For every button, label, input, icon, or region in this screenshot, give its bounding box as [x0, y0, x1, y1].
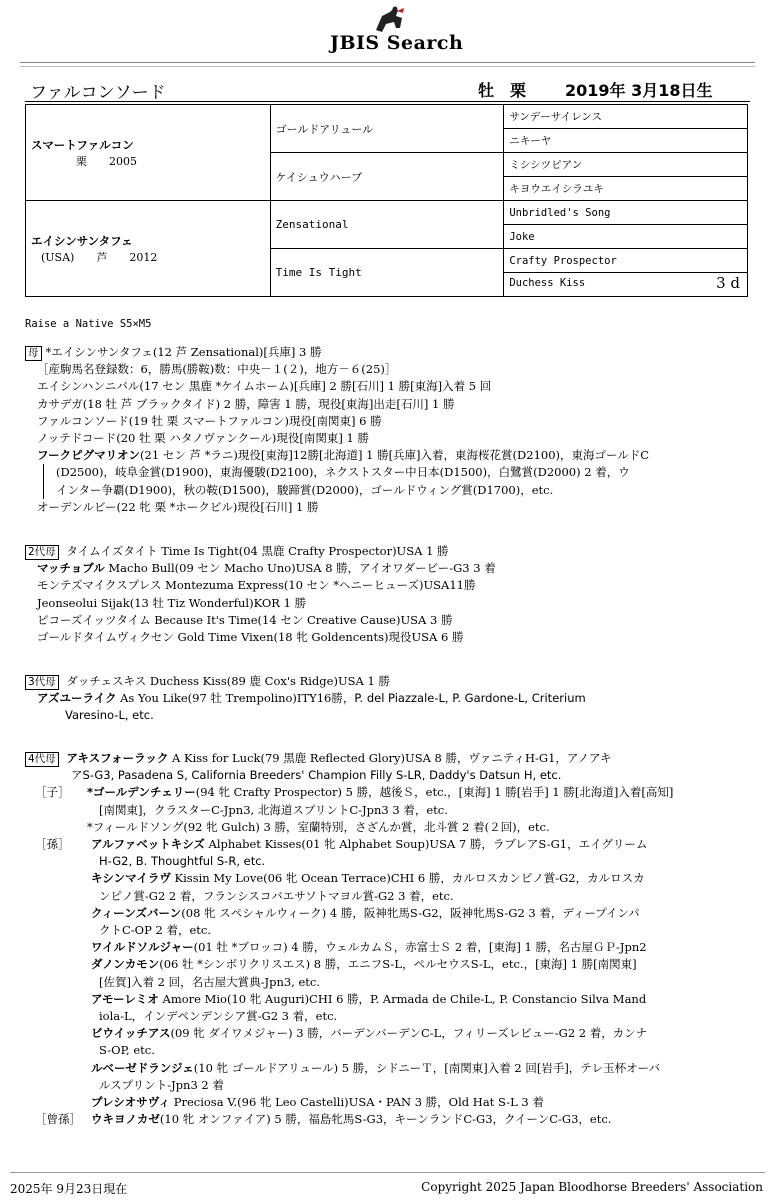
offspring-3: ファルコンソード(19 牡 栗 スマートファルコン)現役[南関東] 6 勝 [37, 413, 382, 428]
logo-text: JBIS Search [330, 32, 464, 54]
sex-color: 牡 栗 [478, 81, 527, 100]
offspring-4: ノッテドコード(20 牡 栗 ハタノヴァンクール)現役[南関東] 1 勝 [37, 431, 369, 446]
inbreeding-text: Raise a Native S5×M5 [25, 318, 152, 330]
g2-o3: Jeonseolui Sijak(13 牡 Tiz Wonderful)KOR 1 勝 [37, 595, 307, 610]
dam-dam-cell[interactable]: Time Is Tight [270, 249, 504, 297]
n9-l1: Preciosa V.(96 牝 Leo Castelli)USA・PAN 3 勝，Old Hat S-L 3 着 [170, 1095, 544, 1110]
n1-l1: Alphabet Kisses(01 牝 Alphabet Soup)USA 7 勝，ラブレアS-G1，エイグリーム [204, 837, 648, 852]
g3-o1-l2: Varesino-L, etc. [65, 708, 154, 723]
n7-name[interactable]: ビウイッチアス [91, 1026, 171, 1041]
g3-o1-name[interactable]: アズユーライク [37, 691, 117, 706]
sire-name[interactable]: スマートファルコン [31, 137, 134, 152]
second-dam-box: 2代母 [25, 545, 59, 560]
dam-sire-cell[interactable]: Zensational [270, 201, 504, 249]
dam-box: 母 [25, 346, 42, 361]
n5-l1: (06 牡 *シンボリクリスエス) 8 勝，エニフS-L，ペルセウスS-L，etc.，[東海] 1 勝[南関東] [159, 957, 637, 972]
c1-name[interactable]: *ゴールデンチェリー [87, 785, 196, 800]
n1-l2: H-G2, B. Thoughtful S-R, etc. [99, 854, 266, 869]
tag-child: ［子］ [35, 785, 70, 800]
fourth-dam-box: 4代母 [25, 752, 59, 767]
sire-sire-cell[interactable]: ゴールドアリュール [270, 105, 504, 153]
n6-l2: iola-L，インデペンデンシア賞-G2 3 着，etc. [99, 1009, 338, 1024]
sire-cell[interactable] [26, 105, 271, 201]
dam-stats: ［産駒馬名登録数：6，勝馬(勝鞍)数：中央－１(２)，地方－６(25)］ [37, 362, 397, 377]
g3-name-8[interactable]: Duchess Kiss [509, 277, 586, 289]
dosage-label: 3 d [716, 274, 740, 292]
second-dam-section [25, 543, 755, 646]
second-dam-head: タイムイズタイト Time Is Tight(04 黒鹿 Crafty Prospector)USA 1 勝 [66, 544, 449, 558]
c1-l1: (94 牝 Crafty Prospector) 5 勝，越後Ｓ，etc.，[東海] 1 勝[岩手] 1 勝[北海道]入着[高知] [195, 785, 674, 800]
g4-l1: A Kiss for Luck(79 黒鹿 Reflected Glory)USA 8 勝，ヴァニティH-G1，アノアキ [168, 751, 612, 765]
g3-o1: As You Like(97 牡 Trempolino)ITY16勝， [116, 691, 355, 706]
offspring-2: カサデガ(18 牡 芦 ブラックタイド) 2 勝，障害 1 勝，現役[東海]出走[石川] 1 勝 [37, 396, 455, 411]
n2-name[interactable]: キシンマイラヴ [91, 871, 171, 886]
dam-cell[interactable] [26, 201, 271, 297]
offspring-6: オーデンルビー(22 牝 栗 *ホークビル)現役[石川] 1 勝 [37, 499, 319, 514]
third-dam-section [25, 673, 755, 725]
n5-name[interactable]: ダノンカモン [91, 957, 160, 972]
pedigree-table [25, 104, 748, 297]
dam-name[interactable]: エイシンサンタフェ [31, 233, 133, 248]
m1-l1: (10 牝 オンファイア) 5 勝，福島牝馬S-G3，キーンランドC-G3，クイーンC-G3，etc. [159, 1112, 612, 1127]
dam-section [25, 344, 755, 516]
header-rule-2 [20, 66, 755, 67]
n4-name[interactable]: ワイルドソルジャー [91, 940, 194, 955]
footer-date: 2025年 9月23日現在 [10, 1182, 128, 1196]
g2-o4: ビコーズイッツタイム Because It's Time(14 セン Creative Cause)USA 3 勝 [37, 612, 453, 627]
g3-cell-4[interactable]: キヨウエイシラユキ [504, 177, 748, 201]
g4-l2: アS-G3, Pasadena S, California Breeders' Champion Filly S-LR, Daddy's Datsun H, etc. [71, 768, 562, 783]
g4-name[interactable]: アキスフォーラック [66, 751, 169, 765]
n3-name[interactable]: クィーンズバーン [91, 905, 182, 920]
jbis-logo[interactable] [330, 6, 464, 54]
g2-o1-name[interactable]: マッチョブル [37, 561, 105, 576]
n1-name[interactable]: アルファベットキシズ [91, 837, 205, 852]
dam-detail: (USA) 芦 2012 [41, 250, 158, 264]
n6-l1: Amore Mio(10 牝 Auguri)CHI 6 勝，P. Armada de Chile-L, P. Constancio Silva Mand [158, 991, 647, 1006]
offspring-1: エイシンハンニバル(17 セン 黒鹿 *ケイムホーム)[兵庫] 2 勝[石川] 1 勝[東海]入着 5 回 [37, 379, 492, 394]
g2-o5: ゴールドタイムヴィクセン Gold Time Vixen(18 牝 Goldencents)現役USA 6 勝 [37, 630, 464, 645]
n7-l2: S-OP, etc. [99, 1043, 155, 1058]
g3-cell-6[interactable]: Joke [504, 225, 748, 249]
g3-cell-7[interactable]: Crafty Prospector [504, 249, 748, 273]
m1-name[interactable]: ウキヨノカゼ [91, 1112, 160, 1127]
offspring-5-name[interactable]: フークピグマリオン [37, 448, 141, 463]
g2-o2: モンテズマイクスプレス Montezuma Express(10 セン *ヘニーヒューズ)USA11勝 [37, 578, 476, 593]
horse-name: ファルコンソード [30, 83, 166, 103]
n8-l2: ルスプリント-Jpn3 2 着 [99, 1077, 224, 1092]
n2-l2: ンピノ賞-G2 2 着，フランシスコバエサソトマヨル賞-G2 3 着，etc. [99, 888, 454, 903]
g2-o1: Macho Bull(09 セン Macho Uno)USA 8 勝，アイオワダービー-G3 3 着 [104, 561, 496, 576]
footer-rule [10, 1172, 765, 1173]
g3-cell-8[interactable] [504, 273, 748, 297]
offspring-5-l2: (D2500)，岐阜金賞(D1900)，東海優駿(D2100)，ネクストスター中日本(D1500)，白鷺賞(D2000) 2 着，ウ [43, 464, 755, 481]
birth-date: 2019年 3月18日生 [565, 81, 713, 100]
offspring-5-l1: (21 セン 芦 *ラニ)現役[東海]12勝[北海道] 1 勝[兵庫]入着，東海桜花賞(D2100)，東海ゴールドC [140, 448, 650, 463]
n7-l1: (09 牝 ダイワメジャー) 3 勝，バーデンバーデンC-L，フィリーズレビュー-G2 2 着，カンナ [170, 1026, 648, 1041]
g3-cell-5[interactable]: Unbridled's Song [504, 201, 748, 225]
tag-ggrand: ［曾孫］ [35, 1112, 81, 1127]
header-rule [20, 62, 755, 63]
tag-grand: ［孫］ [35, 837, 70, 852]
n3-l2: クトC-OP 2 着，etc. [99, 923, 212, 938]
n5-l2: [佐賀]入着 2 回，名古屋大賞典-Jpn3, etc. [99, 974, 321, 989]
c2-l1: *フィールドソング(92 牝 Gulch) 3 勝，室蘭特別，さざんか賞，北斗賞 2 着(２回)，etc. [87, 819, 550, 834]
n2-l1: Kissin My Love(06 牝 Ocean Terrace)CHI 6 勝，カルロスカンピノ賞-G2，カルロスカ [170, 871, 645, 886]
c1-l2: [南関東]，クラスターC-Jpn3, 北海道スプリントC-Jpn3 3 着，etc. [99, 802, 448, 817]
n8-name[interactable]: ルベーゼドランジェ [91, 1060, 194, 1075]
n4-l1: (01 牡 *ブロッコ) 4 勝，ウェルカムＳ，赤富士Ｓ 2 着，[東海] 1 勝，名古屋ＧＰ-Jpn2 [193, 940, 647, 955]
title-rule [25, 101, 750, 102]
g3-cell-2[interactable]: ニキーヤ [504, 129, 748, 153]
g3-o1-races: P. del Piazzale-L, P. Gardone-L, Criterium [354, 691, 586, 706]
n3-l1: (08 牝 スペシャルウィーク) 4 勝，阪神牝馬S-G2，阪神牝馬S-G2 3 着，ディープインパ [181, 905, 640, 920]
offspring-5-l3: インター争覇(D1900)，秋の鞍(D1500)，駿蹄賞(D2000)，ゴールドウィング賞(D1700)，etc. [43, 482, 755, 499]
n8-l1: (10 牝 ゴールドアリュール) 5 勝，シドニーＴ，[南関東]入着 2 回[岩手]，テレ玉杯オーバ [193, 1060, 661, 1075]
g3-cell-3[interactable]: ミシシツピアン [504, 153, 748, 177]
dam-line: *エイシンサンタフェ(12 芦 Zensational)[兵庫] 3 勝 [45, 345, 322, 359]
third-dam-head: ダッチェスキス Duchess Kiss(89 鹿 Cox's Ridge)USA 1 勝 [66, 674, 390, 688]
sire-dam-cell[interactable]: ケイシュウハーブ [270, 153, 504, 201]
n6-name[interactable]: アモーレミオ [91, 991, 159, 1006]
third-dam-box: 3代母 [25, 675, 59, 690]
fourth-dam-section [25, 750, 755, 1128]
footer-copyright: Copyright 2025 Japan Bloodhorse Breeders' Association [421, 1180, 763, 1194]
g3-cell-1[interactable]: サンデーサイレンス [504, 105, 748, 129]
sire-detail: 栗 2005 [76, 154, 137, 168]
n9-name[interactable]: プレシオサヴィ [91, 1095, 171, 1110]
